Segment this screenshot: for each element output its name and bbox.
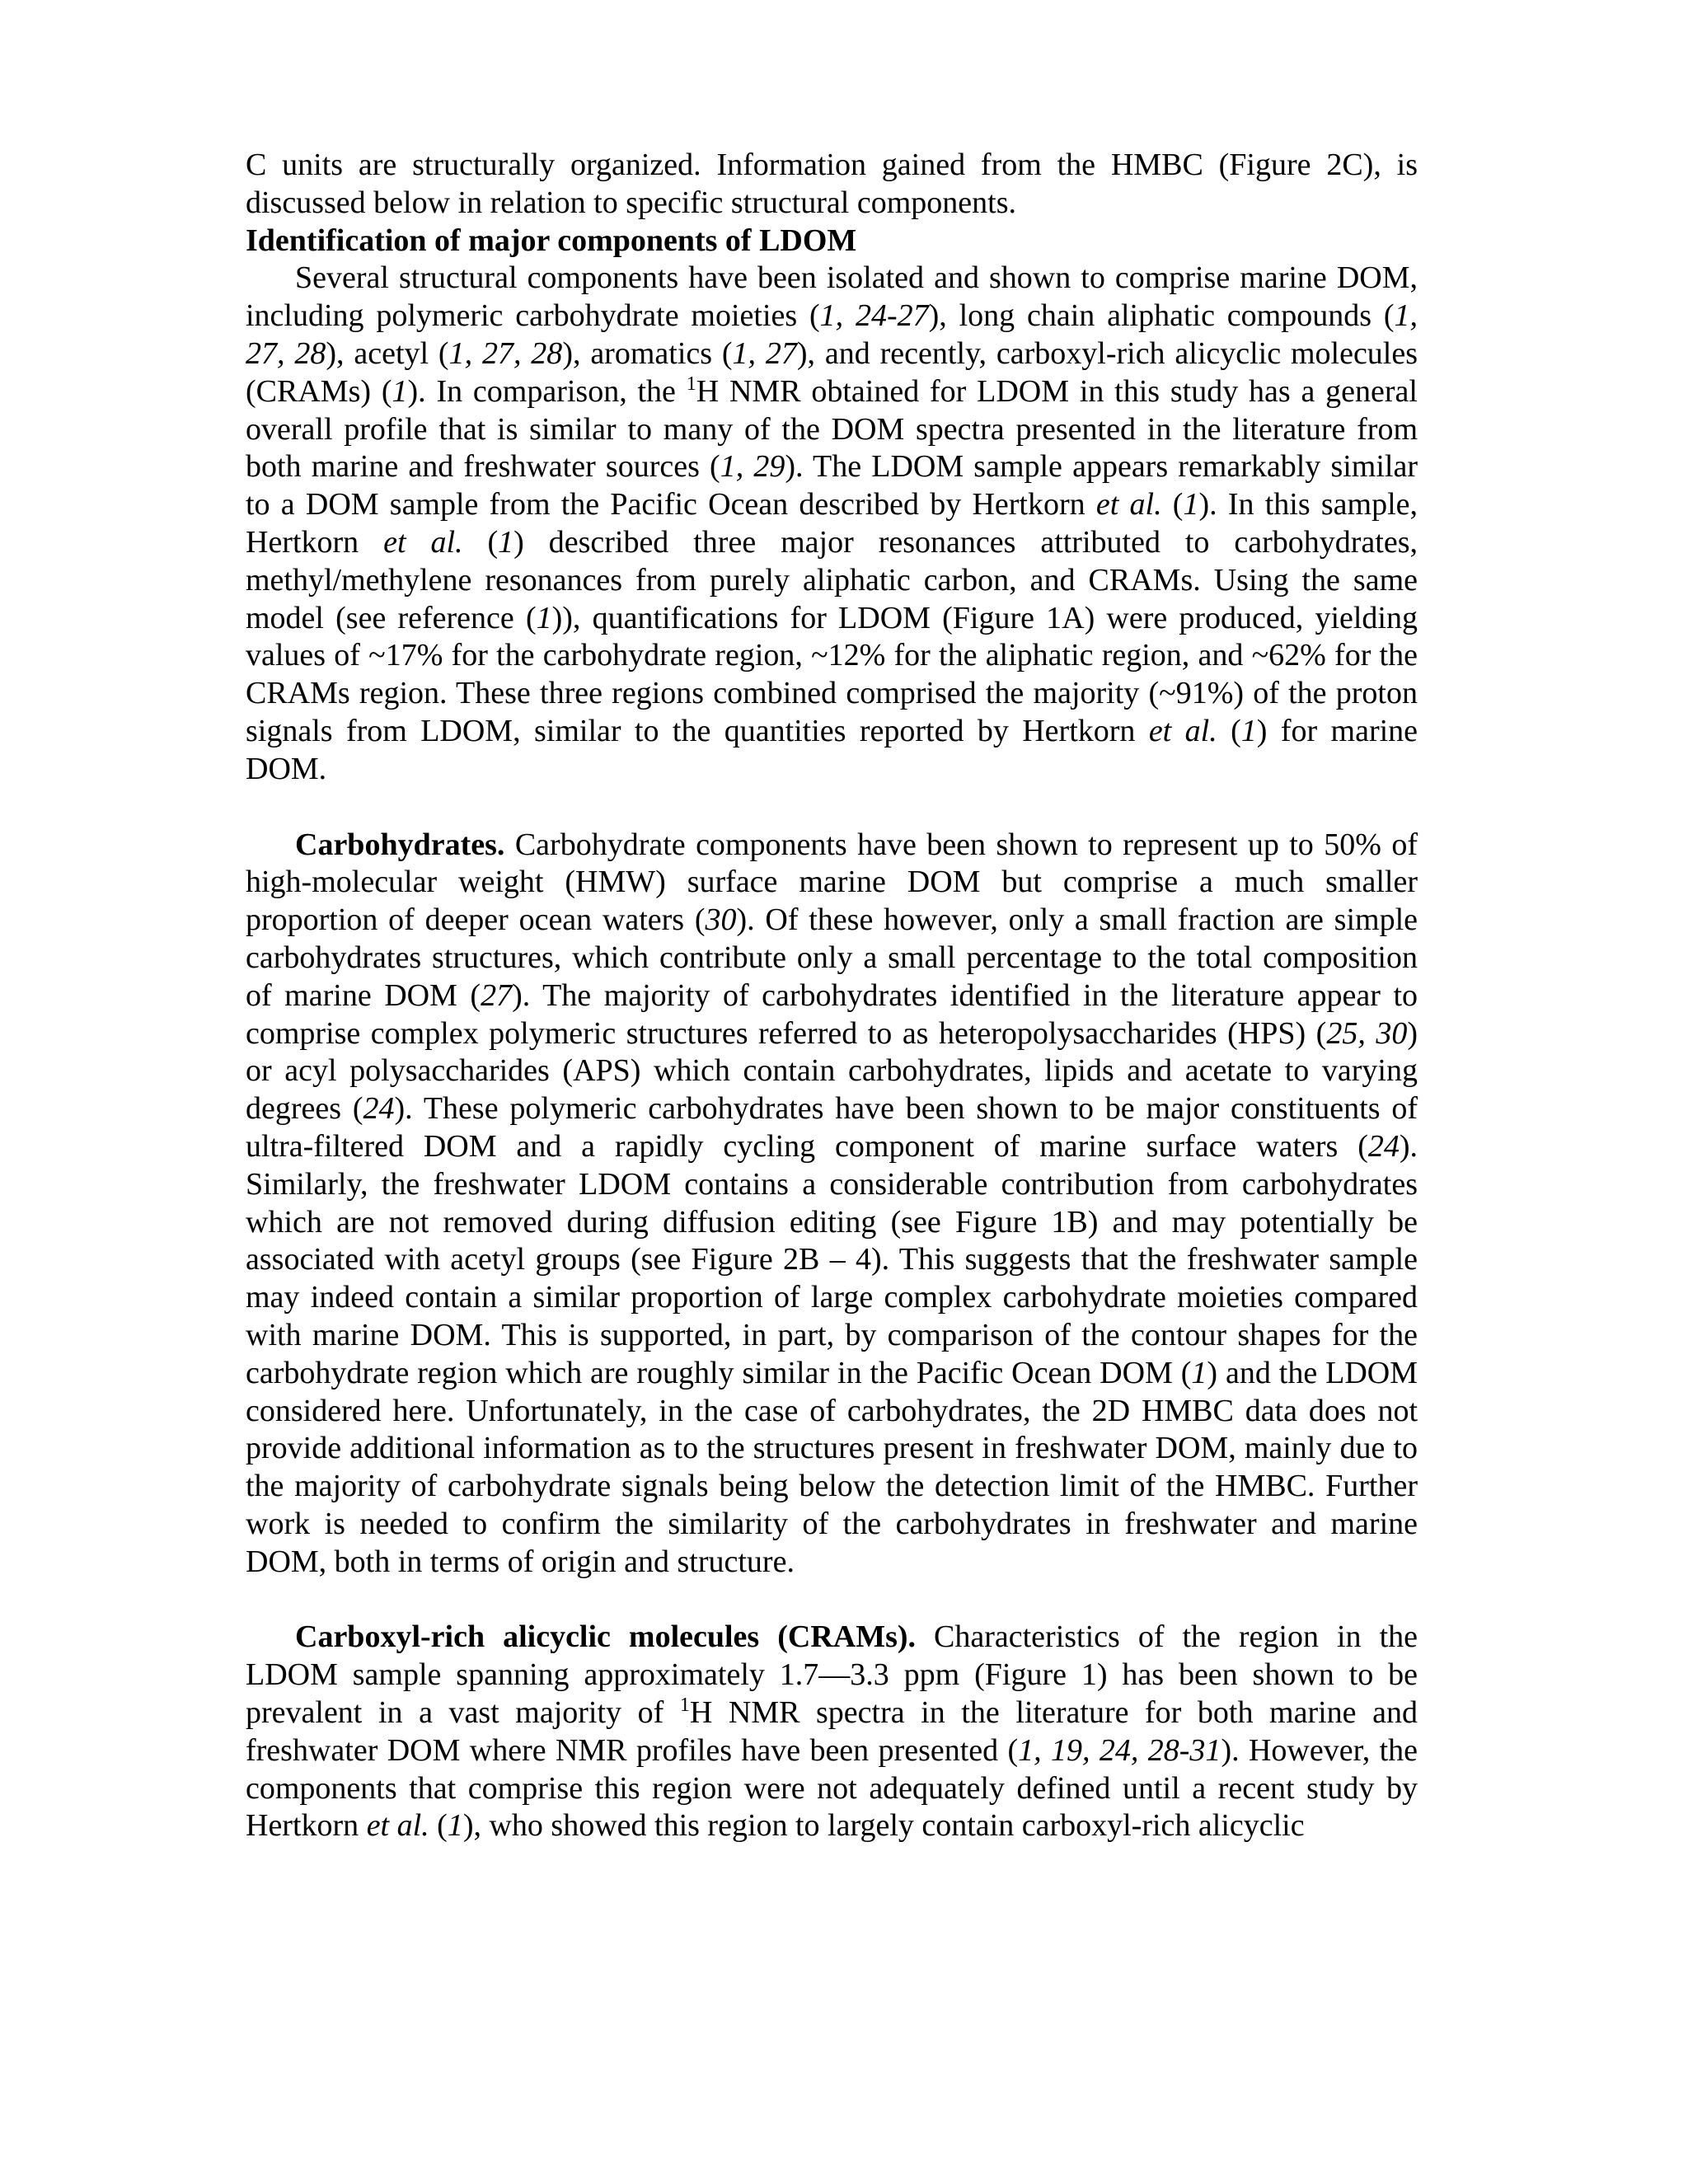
text-run: ). Similarly, the freshwater LDOM contains a considerable contribution from carbohydrates which are not removed during diffusion editing (see Figure 1B) and may potentially be associated with acetyl groups (see Figure 2B – 4). This suggests that the freshwater sample may indeed contain a similar proportion of large complex carbohydrate moieties compared with marine DOM. This is supported, in part, by comparison of the contour shapes for the carbohydrate region which are roughly similar in the Pacific Ocean DOM ( xyxy=(246,1128,1418,1390)
text-run: ) described three major resonances attributed to carbohydrates, methyl/methylene resonances from purely aliphatic carbon, and CRAMs. Using the same model (see reference ( xyxy=(246,524,1418,635)
citation: 1, 29 xyxy=(720,449,785,485)
paragraph-carbohydrates xyxy=(246,827,1418,1582)
paragraph-crams xyxy=(246,1619,1418,1845)
citation: 1 xyxy=(498,524,514,560)
text-run: Characteristics of the region in the LDOM sample spanning approximately 1.7—3.3 ppm (Figure 1) has been shown to be prevalent in a vast majority of xyxy=(246,1619,1418,1731)
citation: 1, 27 xyxy=(732,335,797,371)
text-run: ), who showed this region to largely contain carboxyl-rich alicyclic xyxy=(462,1808,1305,1844)
text-run: ), long chain aliphatic compounds ( xyxy=(928,298,1395,334)
citation: 1 xyxy=(1191,1355,1207,1390)
text-run: Several structural components have been isolated and shown to comprise marine DOM, including polymeric carbohydrate moieties ( xyxy=(246,260,1418,334)
section-heading: Identification of major components of LDOM xyxy=(246,223,857,258)
text-run: ). However, the components that comprise this region were not adequately defined until a recent study by Hertkorn xyxy=(246,1732,1418,1844)
citation: 1, 24-27 xyxy=(819,298,929,334)
text-run: ( xyxy=(429,1808,448,1844)
citation: 1 xyxy=(1183,487,1199,523)
citation: 24 xyxy=(1367,1128,1400,1164)
text-run: H NMR spectra in the literature for both marine and freshwater DOM where NMR profiles have been presented ( xyxy=(246,1695,1418,1768)
citation: 24 xyxy=(363,1091,395,1127)
text-run: ( xyxy=(1217,713,1241,748)
text-run: ). These polymeric carbohydrates have been shown to be major constituents of ultra-filtered DOM and a rapidly cycling component of marine surface waters ( xyxy=(246,1091,1418,1164)
text-run: ( xyxy=(462,524,499,560)
text-run: ). Of these however, only a small fraction are simple carbohydrates structures, which contribute only a small percentage to the total composition of marine DOM ( xyxy=(246,902,1418,1013)
et-al: et al. xyxy=(366,1808,429,1844)
run-in-heading: Carbohydrates. xyxy=(295,827,505,862)
text-run: Carbohydrate components have been shown to represent up to 50% of high-molecular weight (HMW) surface marine DOM but comprise a much smaller proportion of deeper ocean waters ( xyxy=(246,827,1418,938)
text-run: ). The LDOM sample appears remarkably similar to a DOM sample from the Pacific Ocean described by Hertkorn xyxy=(246,449,1418,523)
citation: 1 xyxy=(392,373,408,409)
text-run: ), aromatics ( xyxy=(562,335,733,371)
intro-paragraph xyxy=(246,147,1418,223)
superscript: 1 xyxy=(679,1694,690,1717)
paper-page xyxy=(246,147,1418,1845)
text-run: ). In this sample, Hertkorn xyxy=(246,487,1418,560)
paragraph-major-components xyxy=(246,260,1418,788)
citation: 1 xyxy=(536,600,552,635)
text-run: ). The majority of carbohydrates identified in the literature appear to comprise complex polymeric structures referred to as heteropolysaccharides (HPS) ( xyxy=(246,977,1418,1051)
run-in-heading: Carboxyl-rich alicyclic molecules (CRAMs). xyxy=(295,1619,917,1655)
citation: 1, 27, 28 xyxy=(246,298,1418,371)
text-run: C units are structurally organized. Information gained from the HMBC (Figure 2C), is discussed below in relation to specific structural components. xyxy=(246,148,1418,220)
text-run: ). In comparison, the xyxy=(407,373,687,409)
et-al: et al. xyxy=(383,524,463,560)
text-run: ) and the LDOM considered here. Unfortunately, in the case of carbohydrates, the 2D HMBC data does not provide additional information as to the structures present in freshwater DOM, mainly due to the majority of carbohydrate signals being below the detection limit of the HMBC. Further work is needed to confirm the similarity of the carbohydrates in freshwater and marine DOM, both in terms of origin and structure. xyxy=(246,1355,1418,1579)
text-run: ), and recently, carboxyl-rich alicyclic molecules (CRAMs) ( xyxy=(246,335,1418,409)
citation: 25, 30 xyxy=(1326,1015,1408,1051)
citation: 1 xyxy=(1240,713,1257,748)
text-run: ) for marine DOM. xyxy=(246,713,1418,786)
citation: 27 xyxy=(481,977,513,1013)
text-run: )), quantifications for LDOM (Figure 1A) were produced, yielding values of ~17% for the carbohydrate region, ~12% for the aliphatic region, and ~62% for the CRAMs region. These three regions combined comprised the majority (~91%) of the proton signals from LDOM, similar to the quantities reported by Hertkorn xyxy=(246,600,1418,748)
citation: 1, 19, 24, 28-31 xyxy=(1018,1732,1221,1768)
citation: 1, 27, 28 xyxy=(448,335,563,371)
text-run: ), acetyl ( xyxy=(326,335,449,371)
et-al: et al. xyxy=(1095,487,1162,523)
superscript: 1 xyxy=(686,373,696,395)
text-run: ) or acyl polysaccharides (APS) which contain carbohydrates, lipids and acetate to varying degrees ( xyxy=(246,1015,1418,1127)
text-run: H NMR obtained for LDOM in this study has a general overall profile that is similar to many of the DOM spectra presented in the literature from both marine and freshwater sources ( xyxy=(246,373,1418,485)
citation: 1 xyxy=(447,1808,463,1844)
citation: 30 xyxy=(705,902,737,938)
et-al: et al. xyxy=(1148,713,1217,748)
text-run: ( xyxy=(1161,487,1184,523)
